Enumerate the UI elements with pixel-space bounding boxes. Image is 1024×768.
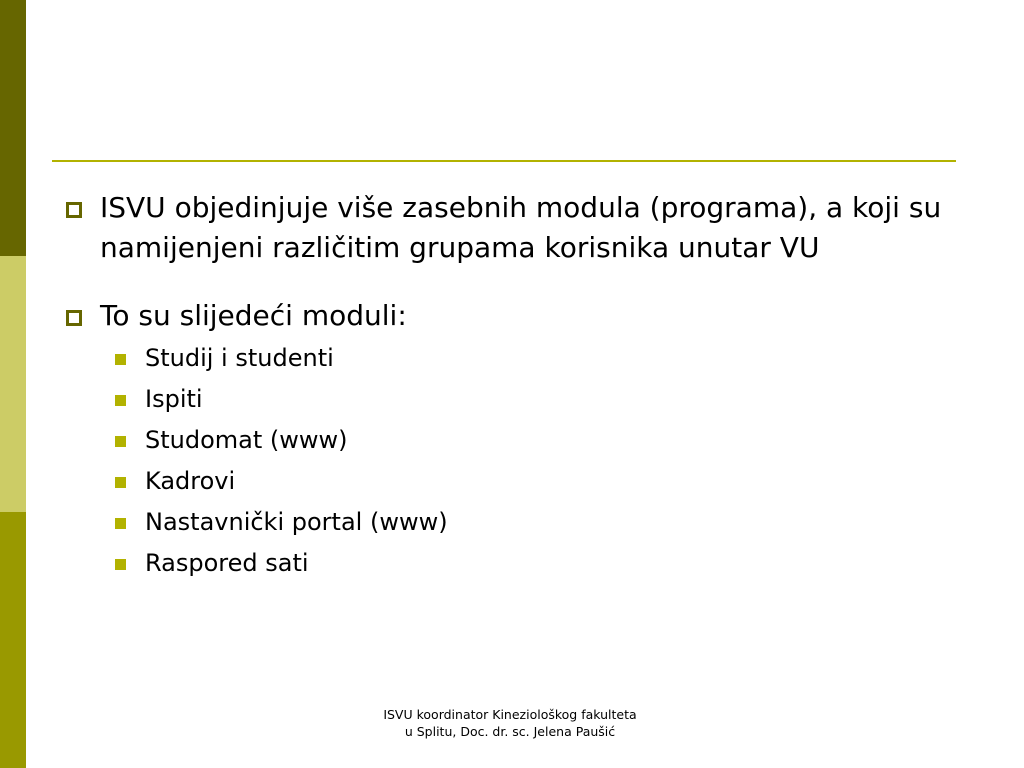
list-item-text: Raspored sati [145, 549, 309, 577]
list-item-text: Nastavnički portal (www) [145, 508, 448, 536]
filled-square-icon [115, 354, 126, 365]
list-item [110, 338, 964, 379]
bullet-text: ISVU objedinjuje više zasebnih modula (programa), a koji su namijenjeni različitim grupama korisnika unutar VU [100, 191, 942, 264]
list-item [110, 379, 964, 420]
filled-square-icon [115, 477, 126, 488]
filled-square-icon [115, 395, 126, 406]
filled-square-icon [115, 436, 126, 447]
side-band-top [0, 0, 26, 256]
bullet-item [64, 296, 964, 336]
list-item-text: Kadrovi [145, 467, 236, 495]
list-item [110, 461, 964, 502]
list-item-text: Ispiti [145, 385, 203, 413]
hollow-square-icon [66, 310, 82, 326]
list-item-text: Studij i studenti [145, 344, 334, 372]
filled-square-icon [115, 559, 126, 570]
footer-line: u Splitu, Doc. dr. sc. Jelena Paušić [404, 724, 616, 739]
list-item-text: Studomat (www) [145, 426, 348, 454]
side-band-bottom [0, 512, 26, 768]
slide-content [64, 188, 964, 584]
title-divider [52, 160, 956, 162]
list-item [110, 502, 964, 543]
hollow-square-icon [66, 202, 82, 218]
footer-line: ISVU koordinator Kineziološkog fakulteta [383, 707, 637, 722]
slide-footer [310, 706, 710, 740]
filled-square-icon [115, 518, 126, 529]
list-item [110, 420, 964, 461]
side-band-middle [0, 256, 26, 512]
bullet-text: To su slijedeći moduli: [100, 299, 407, 332]
list-item [110, 543, 964, 584]
module-list [64, 338, 964, 584]
bullet-item [64, 188, 964, 268]
